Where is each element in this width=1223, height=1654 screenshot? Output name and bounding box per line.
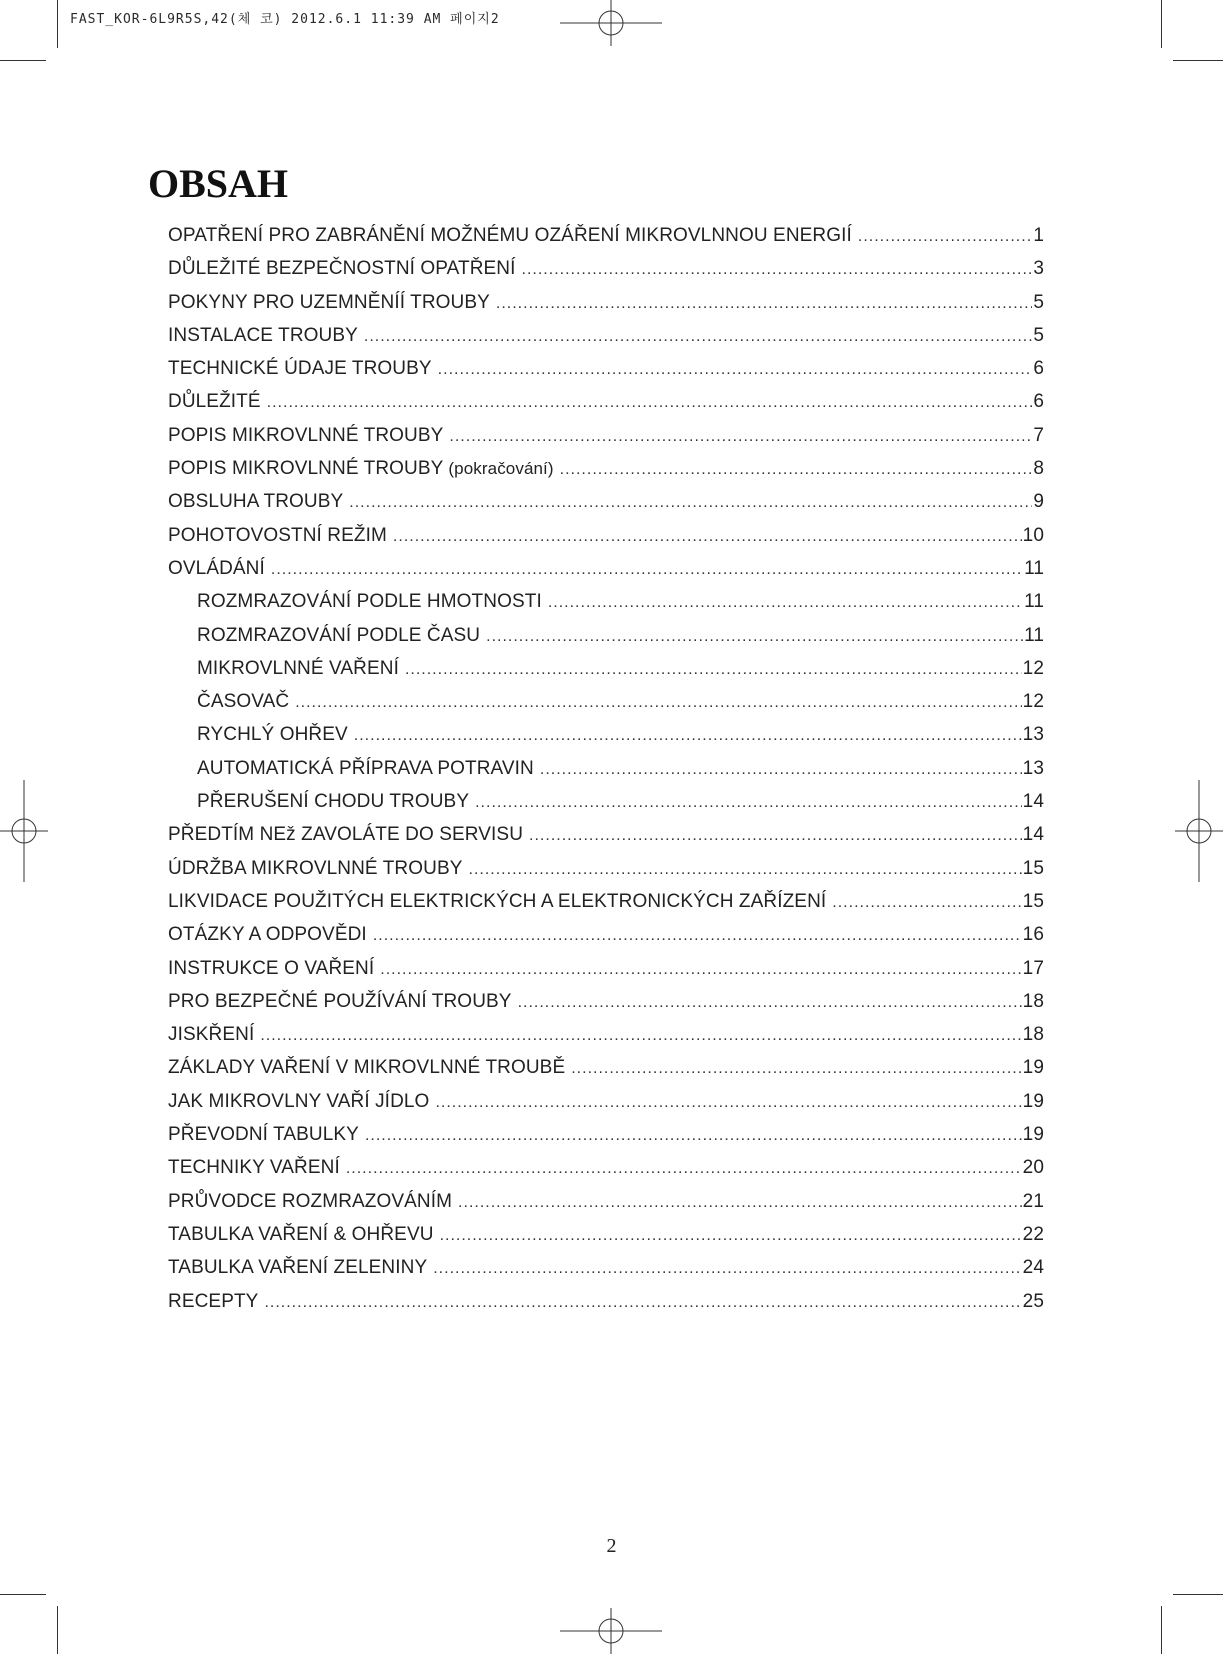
- toc-entry-page: 9: [1033, 491, 1044, 513]
- crop-mark-bottom-right-v: [1161, 1606, 1162, 1654]
- toc-entry[interactable]: [168, 491, 1044, 524]
- toc-entry-page: 18: [1022, 990, 1044, 1012]
- toc-entry-page: 7: [1033, 424, 1044, 446]
- toc-leader-dots: [858, 228, 1032, 246]
- page-number: 2: [606, 1535, 617, 1557]
- toc-leader-dots: [405, 661, 1022, 679]
- toc-entry-page: 13: [1022, 757, 1044, 779]
- toc-entry[interactable]: [168, 458, 1044, 491]
- toc-entry[interactable]: [168, 1024, 1044, 1057]
- toc-entry-label: ROZMRAZOVÁNÍ PODLE HMOTNOSTI: [197, 591, 542, 613]
- toc-entry-label: MIKROVLNNÉ VAŘENÍ: [197, 657, 399, 679]
- toc-entry-page: 1: [1033, 225, 1044, 246]
- toc-leader-dots: [571, 1060, 1021, 1078]
- toc-entry-page: 15: [1022, 890, 1044, 912]
- toc-entry-page: 19: [1022, 1124, 1044, 1146]
- toc-leader-dots: [518, 994, 1022, 1012]
- toc-leader-dots: [271, 561, 1023, 579]
- printer-slug: FAST_KOR-6L9R5S,42(체 코) 2012.6.1 11:39 AM 페이지2: [70, 12, 500, 27]
- toc-entry-page: 19: [1022, 1057, 1044, 1079]
- toc-entry-label: LIKVIDACE POUŽITÝCH ELEKTRICKÝCH A ELEKTRONICKÝCH ZAŘÍZENÍ: [168, 890, 827, 912]
- toc-entry-note: (pokračování): [448, 459, 554, 479]
- toc-entry[interactable]: [168, 1091, 1044, 1124]
- toc-entry-label: PŘERUŠENÍ CHODU TROUBY: [197, 791, 470, 813]
- crop-mark-top-left-h: [0, 60, 46, 61]
- toc-entry[interactable]: [168, 758, 1044, 791]
- toc-entry-page: 6: [1033, 358, 1044, 380]
- toc-entry-page: 25: [1022, 1290, 1044, 1312]
- toc-leader-dots: [449, 428, 1032, 446]
- toc-entry-page: 11: [1024, 624, 1044, 646]
- toc-entry[interactable]: [168, 958, 1044, 991]
- toc-entry-page: 22: [1022, 1223, 1044, 1245]
- toc-entry-label: POHOTOVOSTNÍ REŽIM: [168, 524, 387, 546]
- toc-entry-label: POPIS MIKROVLNNÉ TROUBY: [168, 458, 444, 480]
- toc-leader-dots: [260, 1027, 1021, 1045]
- toc-entry[interactable]: [168, 625, 1044, 658]
- toc-entry[interactable]: [168, 425, 1044, 458]
- toc-entry-page: 10: [1022, 524, 1044, 546]
- registration-mark-top-icon: [560, 0, 662, 46]
- toc-entry-label: AUTOMATICKÁ PŘÍPRAVA POTRAVIN: [197, 757, 534, 779]
- toc-entry-label: POPIS MIKROVLNNÉ TROUBY: [168, 424, 444, 446]
- toc-entry-page: 5: [1033, 324, 1044, 346]
- toc-entry[interactable]: [168, 1157, 1044, 1190]
- toc-entry-label: DŮLEŽITÉ BEZPEČNOSTNÍ OPATŘENÍ: [168, 258, 516, 280]
- toc-entry[interactable]: [168, 292, 1044, 325]
- toc-entry-label: OTÁZKY A ODPOVĚDI: [168, 924, 367, 946]
- toc-entry-page: 12: [1022, 657, 1044, 679]
- toc-entry-label: PRO BEZPEČNÉ POUŽÍVÁNÍ TROUBY: [168, 990, 512, 1012]
- toc-entry[interactable]: [168, 1057, 1044, 1090]
- toc-entry[interactable]: [168, 525, 1044, 558]
- toc-entry-page: 12: [1022, 691, 1044, 713]
- toc-leader-dots: [349, 494, 1032, 512]
- crop-mark-bottom-right-h: [1173, 1594, 1223, 1595]
- toc-entry-label: INSTRUKCE O VAŘENÍ: [168, 957, 375, 979]
- toc-entry-label: OPATŘENÍ PRO ZABRÁNĚNÍ MOŽNÉMU OZÁŘENÍ MIKROVLNNOU ENERGIÍ: [168, 225, 852, 246]
- toc-entry[interactable]: [168, 358, 1044, 391]
- toc-entry-page: 21: [1022, 1190, 1044, 1212]
- toc-entry-page: 20: [1022, 1157, 1044, 1179]
- toc-entry-page: 6: [1033, 391, 1044, 413]
- toc-entry[interactable]: [168, 691, 1044, 724]
- toc-entry-page: 18: [1022, 1024, 1044, 1046]
- toc-leader-dots: [365, 1127, 1022, 1145]
- toc-entry-label: OBSLUHA TROUBY: [168, 491, 344, 513]
- toc-entry-label: PŘEDTÍM NEž ZAVOLÁTE DO SERVISU: [168, 824, 524, 846]
- toc-entry[interactable]: [168, 391, 1044, 424]
- toc-leader-dots: [393, 528, 1022, 546]
- toc-entry[interactable]: [168, 325, 1044, 358]
- toc-leader-dots: [486, 628, 1023, 646]
- toc-entry-page: 13: [1022, 724, 1044, 746]
- toc-entry[interactable]: [168, 591, 1044, 624]
- table-of-contents: [168, 225, 1044, 1324]
- toc-entry-label: TABULKA VAŘENÍ ZELENINY: [168, 1257, 428, 1279]
- toc-entry[interactable]: [168, 658, 1044, 691]
- toc-leader-dots: [380, 961, 1021, 979]
- toc-leader-dots: [458, 1194, 1022, 1212]
- toc-leader-dots: [264, 1294, 1021, 1312]
- toc-entry-label: ČASOVAČ: [197, 691, 290, 713]
- toc-entry-page: 19: [1022, 1090, 1044, 1112]
- toc-entry[interactable]: [168, 824, 1044, 857]
- toc-leader-dots: [522, 261, 1033, 279]
- toc-entry[interactable]: [168, 724, 1044, 757]
- toc-leader-dots: [548, 594, 1023, 612]
- toc-entry-label: RYCHLÝ OHŘEV: [197, 724, 348, 746]
- toc-entry[interactable]: [168, 891, 1044, 924]
- toc-entry[interactable]: [168, 791, 1044, 824]
- toc-entry-label: POKYNY PRO UZEMNĚNÍÍ TROUBY: [168, 291, 490, 313]
- toc-leader-dots: [540, 761, 1022, 779]
- toc-leader-dots: [832, 894, 1021, 912]
- toc-entry-label: JAK MIKROVLNY VAŘÍ JÍDLO: [168, 1090, 430, 1112]
- toc-entry[interactable]: [168, 1291, 1044, 1324]
- crop-mark-bottom-left-h: [0, 1594, 46, 1595]
- toc-entry-label: RECEPTY: [168, 1290, 259, 1312]
- toc-entry-page: 11: [1024, 591, 1044, 613]
- crop-mark-top-left-v: [57, 0, 58, 48]
- toc-entry-label: TECHNICKÉ ÚDAJE TROUBY: [168, 358, 432, 380]
- toc-entry-label: ZÁKLADY VAŘENÍ V MIKROVLNNÉ TROUBĚ: [168, 1057, 566, 1079]
- toc-leader-dots: [469, 861, 1022, 879]
- toc-leader-dots: [475, 794, 1022, 812]
- toc-entry-label: INSTALACE TROUBY: [168, 324, 358, 346]
- registration-mark-right-icon: [1175, 780, 1223, 882]
- page-title: OBSAH: [148, 161, 289, 206]
- crop-mark-top-right-h: [1173, 60, 1223, 61]
- toc-leader-dots: [433, 1260, 1021, 1278]
- toc-entry[interactable]: [168, 1257, 1044, 1290]
- toc-entry[interactable]: [168, 924, 1044, 957]
- registration-mark-bottom-icon: [560, 1608, 662, 1654]
- toc-leader-dots: [438, 361, 1033, 379]
- toc-entry-label: ROZMRAZOVÁNÍ PODLE ČASU: [197, 624, 481, 646]
- toc-leader-dots: [373, 927, 1022, 945]
- toc-entry-page: 5: [1033, 291, 1044, 313]
- toc-entry-page: 14: [1022, 791, 1044, 813]
- toc-entry[interactable]: [168, 1124, 1044, 1157]
- toc-leader-dots: [440, 1227, 1022, 1245]
- toc-leader-dots: [560, 461, 1033, 479]
- crop-mark-top-right-v: [1161, 0, 1162, 48]
- toc-leader-dots: [435, 1094, 1021, 1112]
- toc-entry[interactable]: [168, 258, 1044, 291]
- toc-leader-dots: [295, 694, 1021, 712]
- toc-entry[interactable]: [168, 1224, 1044, 1257]
- toc-entry-label: PŘEVODNÍ TABULKY: [168, 1124, 359, 1146]
- toc-entry[interactable]: [168, 558, 1044, 591]
- toc-entry-label: OVLÁDÁNÍ: [168, 557, 265, 579]
- toc-entry-page: 16: [1022, 924, 1044, 946]
- toc-entry-label: TABULKA VAŘENÍ & OHŘEVU: [168, 1223, 434, 1245]
- toc-leader-dots: [529, 827, 1022, 845]
- toc-entry-label: TECHNIKY VAŘENÍ: [168, 1157, 340, 1179]
- toc-leader-dots: [496, 295, 1032, 313]
- toc-entry[interactable]: [168, 991, 1044, 1024]
- registration-mark-left-icon: [0, 780, 48, 882]
- toc-entry-page: 24: [1022, 1257, 1044, 1279]
- toc-leader-dots: [354, 727, 1022, 745]
- toc-entry-page: 14: [1022, 824, 1044, 846]
- toc-entry[interactable]: [168, 225, 1044, 258]
- toc-entry-page: 8: [1033, 458, 1044, 480]
- toc-leader-dots: [346, 1160, 1022, 1178]
- toc-entry-page: 17: [1022, 957, 1044, 979]
- toc-entry-label: PRŮVODCE ROZMRAZOVÁNÍM: [168, 1190, 453, 1212]
- toc-entry-label: DŮLEŽITÉ: [168, 391, 261, 413]
- crop-mark-bottom-left-v: [57, 1606, 58, 1654]
- toc-entry[interactable]: [168, 858, 1044, 891]
- toc-entry-page: 3: [1033, 258, 1044, 280]
- toc-entry-page: 15: [1022, 857, 1044, 879]
- toc-entry[interactable]: [168, 1191, 1044, 1224]
- toc-leader-dots: [267, 394, 1033, 412]
- toc-entry-label: ÚDRŽBA MIKROVLNNÉ TROUBY: [168, 857, 463, 879]
- toc-entry-page: 11: [1024, 557, 1044, 579]
- toc-leader-dots: [364, 328, 1032, 346]
- toc-entry-label: JISKŘENÍ: [168, 1024, 255, 1046]
